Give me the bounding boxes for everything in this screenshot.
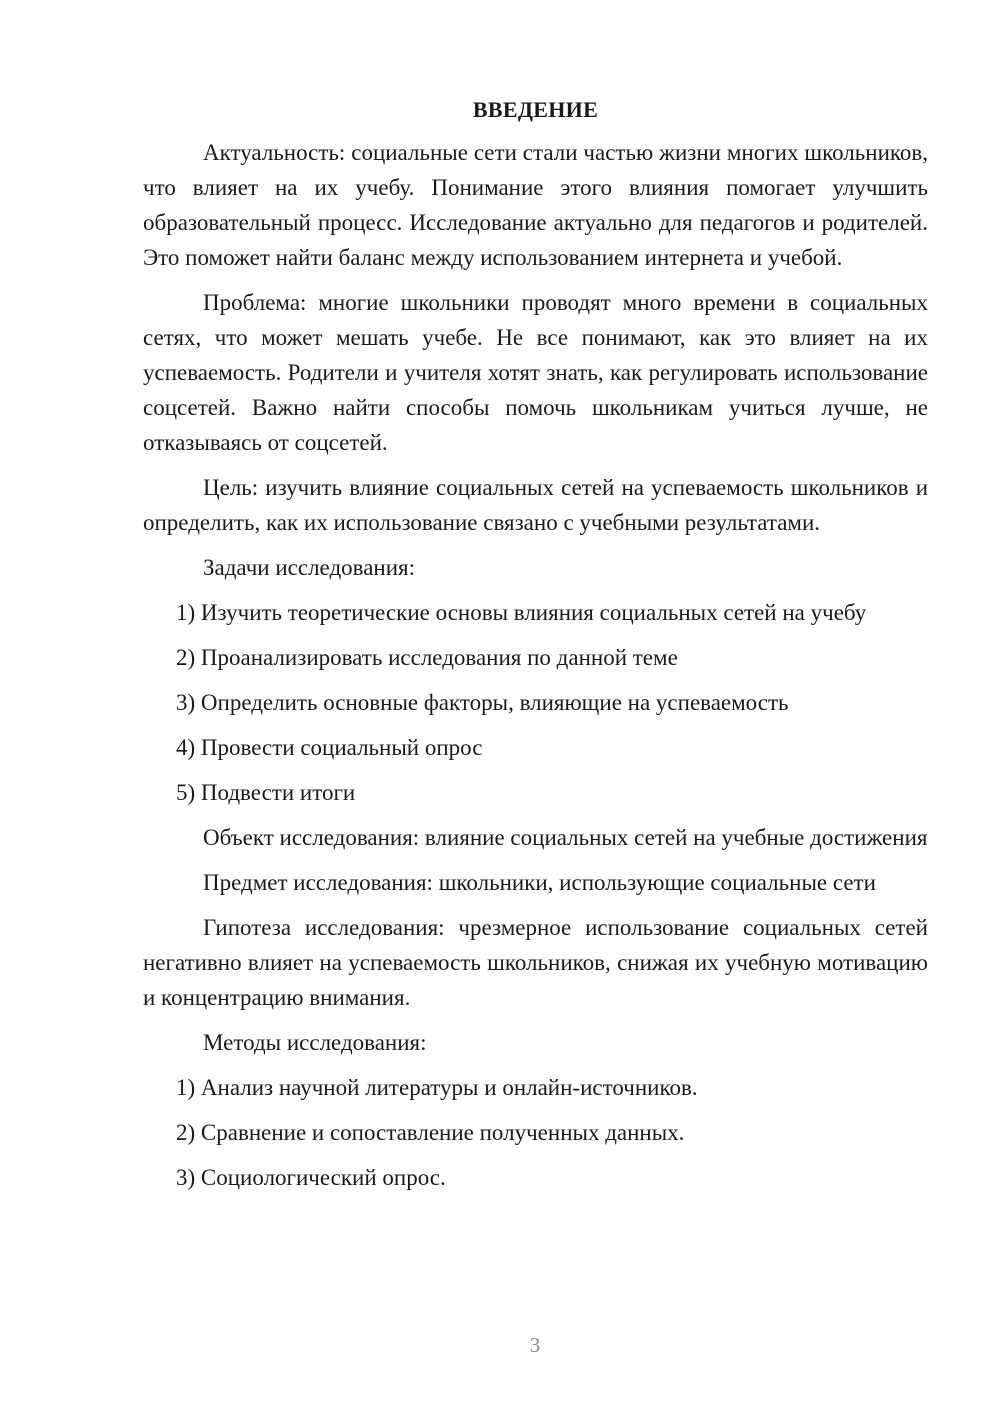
tasks-list	[143, 595, 928, 810]
list-item: 5) Подвести итоги	[176, 780, 356, 805]
problem-paragraph: Проблема: многие школьники проводят много времени в социальных сетях, что может мешать учебе. Не все понимают, как это влияет на их успеваемость. Родители и учителя хотят знать, как регулировать использование соцсетей. Важно найти способы помочь школьникам учиться лучше, не отказываясь от соцсетей.	[143, 290, 928, 455]
document-page	[143, 92, 928, 1205]
relevance-paragraph: Актуальность: социальные сети стали частью жизни многих школьников, что влияет на их учебу. Понимание этого влияния помогает улучшить образовательный процесс. Исследование актуально для педагогов и родителей. Это поможет найти баланс между использованием интернета и учебой.	[143, 140, 928, 270]
goal-paragraph: Цель: изучить влияние социальных сетей на успеваемость школьников и определить, как их использование связано с учебными результатами.	[143, 475, 928, 535]
list-item: 2) Проанализировать исследования по данной теме	[176, 645, 678, 670]
list-item: 1) Изучить теоретические основы влияния социальных сетей на учебу	[176, 600, 867, 625]
page-title: ВВЕДЕНИЕ	[472, 97, 599, 122]
page-number: 3	[529, 1333, 541, 1357]
object-paragraph: Объект исследования: влияние социальных сетей на учебные достижения	[203, 825, 928, 850]
list-item: 3) Определить основные факторы, влияющие на успеваемость	[176, 690, 789, 715]
list-item: 3) Социологический опрос.	[176, 1165, 446, 1190]
methods-list	[143, 1070, 928, 1195]
subject-paragraph: Предмет исследования: школьники, использующие социальные сети	[203, 870, 876, 895]
tasks-heading: Задачи исследования:	[203, 555, 416, 580]
list-item: 4) Провести социальный опрос	[176, 735, 483, 760]
methods-heading: Методы исследования:	[203, 1030, 427, 1055]
list-item: 2) Сравнение и сопоставление полученных данных.	[176, 1120, 685, 1145]
hypothesis-paragraph: Гипотеза исследования: чрезмерное использование социальных сетей негативно влияет на успеваемость школьников, снижая их учебную мотивацию и концентрацию внимания.	[143, 915, 928, 1010]
list-item: 1) Анализ научной литературы и онлайн-источников.	[176, 1075, 698, 1100]
